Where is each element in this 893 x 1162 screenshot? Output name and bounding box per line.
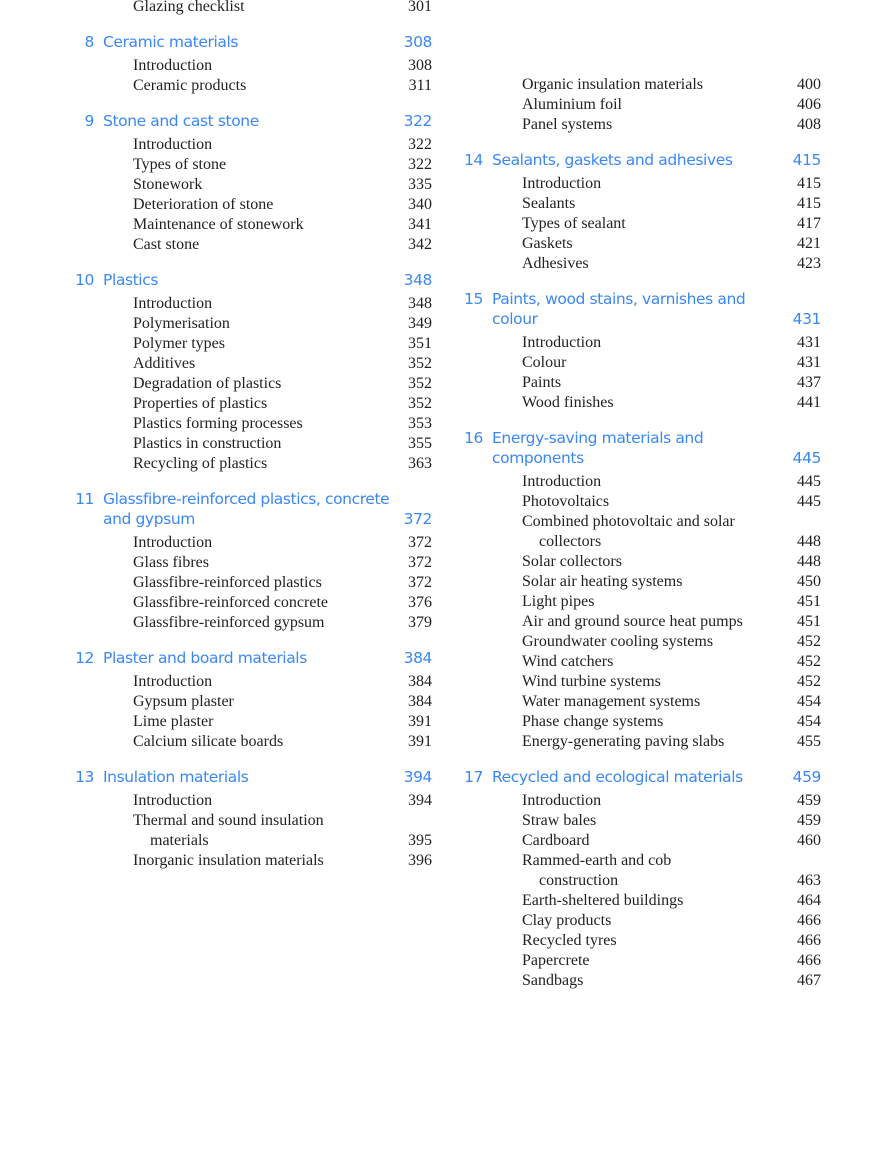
- entry-title-line[interactable]: Recycling of plastics: [133, 455, 268, 472]
- chapter-page-number: 459: [792, 768, 821, 786]
- entry-page-number: 352: [408, 395, 432, 412]
- entry-title-line[interactable]: materials: [150, 832, 209, 849]
- toc-entry[interactable]: [0, 56, 440, 76]
- entry-page-number: 352: [408, 355, 432, 372]
- chapter-page-number: 372: [403, 510, 432, 528]
- chapter-heading-line[interactable]: [0, 509, 440, 529]
- toc-entry[interactable]: [389, 971, 829, 991]
- toc-entry[interactable]: [389, 692, 829, 712]
- chapter-heading-line[interactable]: [0, 489, 440, 509]
- toc-entry[interactable]: [389, 174, 829, 194]
- chapter-number: 11: [75, 490, 94, 508]
- toc-entry[interactable]: [0, 175, 440, 195]
- toc-entry[interactable]: [0, 334, 440, 354]
- entry-title-line[interactable]: Introduction: [522, 473, 602, 490]
- entry-title-line[interactable]: Light pipes: [522, 593, 595, 610]
- chapter-heading-line[interactable]: [0, 270, 440, 290]
- chapter-heading-line[interactable]: [0, 111, 440, 131]
- toc-chapter: [0, 111, 440, 255]
- toc-entry[interactable]: [0, 593, 440, 613]
- toc-entry[interactable]: [389, 572, 829, 592]
- chapter-title[interactable]: Recycled and ecological materials: [492, 768, 743, 786]
- entry-title-line[interactable]: Groundwater cooling systems: [522, 633, 714, 650]
- entry-title-line[interactable]: Wind catchers: [522, 653, 614, 670]
- toc-entry[interactable]: [0, 195, 440, 215]
- entry-page-number: 445: [797, 473, 821, 490]
- entry-page-number: 450: [797, 573, 821, 590]
- entry-title-line[interactable]: Polymerisation: [133, 315, 230, 332]
- toc-entry[interactable]: [0, 294, 440, 314]
- entry-title-line[interactable]: collectors: [539, 533, 602, 550]
- entry-title-line[interactable]: Organic insulation materials: [522, 76, 703, 93]
- toc-entry[interactable]: [389, 931, 829, 951]
- chapter-number: 16: [464, 429, 483, 447]
- entry-title-line[interactable]: Adhesives: [522, 255, 589, 272]
- chapter-heading-line[interactable]: [389, 150, 829, 170]
- entry-title-line[interactable]: Straw bales: [522, 812, 597, 829]
- toc-entry[interactable]: [389, 592, 829, 612]
- entry-title-line[interactable]: Colour: [522, 354, 567, 371]
- entry-page-number: 467: [797, 972, 821, 989]
- entry-page-number: 391: [408, 713, 432, 730]
- chapter-heading-line[interactable]: [389, 448, 829, 468]
- toc-entry[interactable]: [0, 811, 440, 851]
- toc-entry[interactable]: [389, 831, 829, 851]
- chapter-heading-line[interactable]: [0, 32, 440, 52]
- entry-title-line[interactable]: Air and ground source heat pumps: [522, 613, 743, 630]
- entry-page-number: 451: [797, 613, 821, 630]
- section-list: [389, 174, 829, 274]
- toc-entry[interactable]: [0, 76, 440, 96]
- chapter-title[interactable]: Insulation materials: [103, 768, 249, 786]
- entry-page-number: 466: [797, 932, 821, 949]
- entry-title-line[interactable]: Thermal and sound insulation: [133, 812, 324, 829]
- toc-entry[interactable]: [0, 553, 440, 573]
- toc-entry[interactable]: [0, 314, 440, 334]
- toc-entry[interactable]: [389, 891, 829, 911]
- entry-page-number: 454: [797, 693, 821, 710]
- entry-page-number: 452: [797, 653, 821, 670]
- toc-entry[interactable]: [0, 851, 440, 871]
- toc-chapter: [389, 75, 829, 135]
- entry-page-number: 348: [408, 295, 432, 312]
- chapter-page-number: 308: [403, 33, 432, 51]
- entry-page-number: 363: [408, 455, 432, 472]
- chapter-title[interactable]: Plastics: [103, 271, 159, 289]
- toc-entry[interactable]: [389, 373, 829, 393]
- chapter-title[interactable]: Energy-saving materials and: [492, 429, 704, 447]
- entry-page-number: 352: [408, 375, 432, 392]
- entry-title-line[interactable]: Solar collectors: [522, 553, 622, 570]
- toc-entry[interactable]: [0, 692, 440, 712]
- entry-title-line[interactable]: Introduction: [133, 295, 213, 312]
- entry-title-line[interactable]: Types of stone: [133, 156, 227, 173]
- section-list: [0, 791, 440, 871]
- entry-page-number: 311: [408, 77, 432, 94]
- entry-title-line[interactable]: Water management systems: [522, 693, 701, 710]
- toc-entry[interactable]: [389, 214, 829, 234]
- toc-entry[interactable]: [389, 732, 829, 752]
- toc-entry[interactable]: [0, 672, 440, 692]
- entry-title-line[interactable]: Introduction: [133, 673, 213, 690]
- section-list: [389, 791, 829, 991]
- section-list: [0, 135, 440, 255]
- entry-title-line[interactable]: Polymer types: [133, 335, 225, 352]
- entry-title-line[interactable]: Combined photovoltaic and solar: [522, 513, 735, 530]
- entry-title-line[interactable]: Glass fibres: [133, 554, 209, 571]
- toc-entry[interactable]: [389, 632, 829, 652]
- chapter-page-number: 445: [792, 449, 821, 467]
- chapter-title[interactable]: colour: [492, 310, 538, 328]
- entry-title-line[interactable]: Inorganic insulation materials: [133, 852, 324, 869]
- entry-page-number: 454: [797, 713, 821, 730]
- entry-title-line[interactable]: Introduction: [133, 792, 213, 809]
- entry-page-number: 452: [797, 633, 821, 650]
- toc-entry[interactable]: [389, 552, 829, 572]
- toc-entry[interactable]: [389, 712, 829, 732]
- toc-entry[interactable]: [389, 472, 829, 492]
- section-list: [0, 0, 440, 17]
- chapter-title[interactable]: Glassfibre-reinforced plastics, concrete: [103, 490, 390, 508]
- entry-title-line[interactable]: Paints: [522, 374, 562, 391]
- chapter-number: 10: [75, 271, 94, 289]
- toc-entry[interactable]: [0, 434, 440, 454]
- entry-page-number: 437: [797, 374, 821, 391]
- toc-entry[interactable]: [389, 393, 829, 413]
- entry-title-line[interactable]: Plastics forming processes: [133, 415, 303, 432]
- chapter-heading-line[interactable]: [0, 767, 440, 787]
- entry-page-number: 301: [408, 0, 432, 15]
- toc-entry[interactable]: [389, 234, 829, 254]
- entry-title-line[interactable]: Wind turbine systems: [522, 673, 661, 690]
- entry-title-line[interactable]: Panel systems: [522, 116, 613, 133]
- toc-chapter: [0, 32, 440, 96]
- toc-entry[interactable]: [389, 95, 829, 115]
- toc-entry[interactable]: [389, 194, 829, 214]
- toc-entry[interactable]: [389, 75, 829, 95]
- section-list: [389, 333, 829, 413]
- chapter-number: 9: [84, 112, 94, 130]
- chapter-heading-line[interactable]: [389, 767, 829, 787]
- entry-page-number: 353: [408, 415, 432, 432]
- chapter-heading-line[interactable]: [389, 289, 829, 309]
- chapter-title[interactable]: Paints, wood stains, varnishes and: [492, 290, 746, 308]
- entry-page-number: 335: [408, 176, 432, 193]
- entry-title-line[interactable]: Introduction: [133, 57, 213, 74]
- section-list: [389, 472, 829, 752]
- entry-page-number: 384: [408, 673, 432, 690]
- toc-entry[interactable]: [0, 215, 440, 235]
- entry-page-number: 376: [408, 594, 432, 611]
- entry-title-line[interactable]: Glassfibre-reinforced concrete: [133, 594, 328, 611]
- toc-entry[interactable]: [389, 652, 829, 672]
- chapter-number: 15: [464, 290, 483, 308]
- toc-entry[interactable]: [389, 851, 829, 891]
- entry-page-number: 384: [408, 693, 432, 710]
- chapter-title[interactable]: Plaster and board materials: [103, 649, 307, 667]
- section-list: [0, 294, 440, 474]
- entry-title-line[interactable]: Cardboard: [522, 832, 590, 849]
- chapter-number: 13: [75, 768, 94, 786]
- entry-title-line[interactable]: Deterioration of stone: [133, 196, 274, 213]
- entry-title-line[interactable]: Cast stone: [133, 236, 200, 253]
- section-list: [0, 533, 440, 633]
- entry-title-line[interactable]: Introduction: [133, 136, 213, 153]
- entry-title-line[interactable]: Earth-sheltered buildings: [522, 892, 684, 909]
- entry-page-number: 464: [797, 892, 821, 909]
- toc-entry[interactable]: [389, 333, 829, 353]
- entry-page-number: 372: [408, 574, 432, 591]
- entry-title-line[interactable]: construction: [539, 872, 619, 889]
- section-list: [0, 672, 440, 752]
- entry-title-line[interactable]: Introduction: [522, 792, 602, 809]
- entry-title-line[interactable]: Wood finishes: [522, 394, 614, 411]
- toc-entry[interactable]: [0, 155, 440, 175]
- entry-title-line[interactable]: Additives: [133, 355, 196, 372]
- entry-page-number: 391: [408, 733, 432, 750]
- toc-entry[interactable]: [0, 454, 440, 474]
- entry-title-line[interactable]: Types of sealant: [522, 215, 626, 232]
- entry-page-number: 394: [408, 792, 432, 809]
- section-list: [389, 75, 829, 135]
- entry-page-number: 455: [797, 733, 821, 750]
- toc-entry[interactable]: [0, 235, 440, 255]
- entry-title-line[interactable]: Gaskets: [522, 235, 573, 252]
- entry-title-line[interactable]: Lime plaster: [133, 713, 214, 730]
- toc-entry[interactable]: [389, 353, 829, 373]
- entry-title-line[interactable]: Glassfibre-reinforced gypsum: [133, 614, 325, 631]
- chapter-title[interactable]: and gypsum: [103, 510, 195, 528]
- toc-chapter: [389, 289, 829, 413]
- entry-page-number: 415: [797, 175, 821, 192]
- toc-chapter: [0, 270, 440, 474]
- chapter-title[interactable]: Stone and cast stone: [103, 112, 259, 130]
- chapter-page-number: 322: [403, 112, 432, 130]
- entry-title-line[interactable]: Glassfibre-reinforced plastics: [133, 574, 322, 591]
- chapter-number: 8: [84, 33, 94, 51]
- entry-page-number: 466: [797, 952, 821, 969]
- toc-entry[interactable]: [389, 492, 829, 512]
- entry-page-number: 431: [797, 334, 821, 351]
- entry-page-number: 372: [408, 554, 432, 571]
- toc-entry[interactable]: [0, 135, 440, 155]
- entry-page-number: 308: [408, 57, 432, 74]
- entry-title-line[interactable]: Solar air heating systems: [522, 573, 683, 590]
- chapter-title[interactable]: Ceramic materials: [103, 33, 239, 51]
- toc-entry[interactable]: [0, 414, 440, 434]
- entry-page-number: 448: [797, 553, 821, 570]
- entry-title-line[interactable]: Sandbags: [522, 972, 584, 989]
- entry-title-line[interactable]: Papercrete: [522, 952, 590, 969]
- entry-page-number: 379: [408, 614, 432, 631]
- toc-entry[interactable]: [0, 533, 440, 553]
- entry-title-line[interactable]: Energy-generating paving slabs: [522, 733, 725, 750]
- entry-title-line[interactable]: Phase change systems: [522, 713, 664, 730]
- entry-title-line[interactable]: Introduction: [133, 534, 213, 551]
- chapter-page-number: 431: [792, 310, 821, 328]
- toc-entry[interactable]: [389, 254, 829, 274]
- toc-chapter: [0, 648, 440, 752]
- entry-page-number: 417: [797, 215, 821, 232]
- entry-page-number: 396: [408, 852, 432, 869]
- entry-page-number: 445: [797, 493, 821, 510]
- entry-page-number: 341: [408, 216, 432, 233]
- entry-page-number: 460: [797, 832, 821, 849]
- entry-title-line[interactable]: Ceramic products: [133, 77, 247, 94]
- section-list: [0, 56, 440, 96]
- chapter-title[interactable]: Sealants, gaskets and adhesives: [492, 151, 733, 169]
- entry-page-number: 349: [408, 315, 432, 332]
- chapter-title[interactable]: components: [492, 449, 584, 467]
- toc-chapter: [0, 489, 440, 633]
- entry-title-line[interactable]: Recycled tyres: [522, 932, 617, 949]
- entry-page-number: 441: [797, 394, 821, 411]
- toc-entry[interactable]: [389, 791, 829, 811]
- entry-page-number: 322: [408, 156, 432, 173]
- chapter-page-number: 394: [403, 768, 432, 786]
- toc-chapter: [0, 767, 440, 871]
- entry-page-number: 451: [797, 593, 821, 610]
- entry-title-line[interactable]: Gypsum plaster: [133, 693, 234, 710]
- chapter-heading-line[interactable]: [389, 309, 829, 329]
- toc-chapter: [0, 0, 440, 17]
- entry-page-number: 395: [408, 832, 432, 849]
- toc-entry[interactable]: [0, 354, 440, 374]
- entry-page-number: 406: [797, 96, 821, 113]
- toc-entry[interactable]: [389, 911, 829, 931]
- entry-page-number: 431: [797, 354, 821, 371]
- toc-chapter: [389, 150, 829, 274]
- chapter-page-number: 415: [792, 151, 821, 169]
- entry-page-number: 372: [408, 534, 432, 551]
- entry-title-line[interactable]: Degradation of plastics: [133, 375, 282, 392]
- entry-page-number: 459: [797, 812, 821, 829]
- entry-page-number: 322: [408, 136, 432, 153]
- entry-page-number: 423: [797, 255, 821, 272]
- toc-entry[interactable]: [389, 612, 829, 632]
- toc-chapter: [389, 428, 829, 752]
- entry-title-line[interactable]: Calcium silicate boards: [133, 733, 284, 750]
- entry-title-line[interactable]: Maintenance of stonework: [133, 216, 304, 233]
- entry-title-line[interactable]: Photovoltaics: [522, 493, 610, 510]
- entry-title-line[interactable]: Introduction: [522, 334, 602, 351]
- toc-entry[interactable]: [389, 115, 829, 135]
- entry-page-number: 355: [408, 435, 432, 452]
- entry-page-number: 466: [797, 912, 821, 929]
- toc-entry[interactable]: [389, 512, 829, 552]
- entry-page-number: 342: [408, 236, 432, 253]
- entry-title-line[interactable]: Sealants: [522, 195, 576, 212]
- toc-entry[interactable]: [389, 811, 829, 831]
- chapter-number: 17: [464, 768, 483, 786]
- entry-title-line[interactable]: Plastics in construction: [133, 435, 282, 452]
- entry-page-number: 400: [797, 76, 821, 93]
- toc-entry[interactable]: [0, 732, 440, 752]
- entry-title-line[interactable]: Glazing checklist: [133, 0, 245, 15]
- entry-title-line[interactable]: Rammed-earth and cob: [522, 852, 672, 869]
- toc-entry[interactable]: [0, 0, 440, 17]
- toc-entry[interactable]: [0, 791, 440, 811]
- chapter-number: 14: [464, 151, 483, 169]
- entry-page-number: 415: [797, 195, 821, 212]
- entry-page-number: 340: [408, 196, 432, 213]
- toc-entry[interactable]: [389, 672, 829, 692]
- chapter-page-number: 384: [403, 649, 432, 667]
- entry-title-line[interactable]: Introduction: [522, 175, 602, 192]
- toc-entry[interactable]: [0, 613, 440, 633]
- entry-page-number: 351: [408, 335, 432, 352]
- entry-page-number: 452: [797, 673, 821, 690]
- toc-right-column: [389, 75, 829, 991]
- entry-title-line[interactable]: Aluminium foil: [522, 96, 622, 113]
- chapter-heading-line[interactable]: [0, 648, 440, 668]
- chapter-heading-line[interactable]: [389, 428, 829, 448]
- entry-page-number: 459: [797, 792, 821, 809]
- entry-page-number: 448: [797, 533, 821, 550]
- entry-title-line[interactable]: Stonework: [133, 176, 203, 193]
- entry-page-number: 421: [797, 235, 821, 252]
- entry-page-number: 463: [797, 872, 821, 889]
- entry-page-number: 408: [797, 116, 821, 133]
- chapter-number: 12: [75, 649, 94, 667]
- toc-entry[interactable]: [0, 374, 440, 394]
- toc-entry[interactable]: [0, 394, 440, 414]
- toc-left-column: [0, 0, 440, 871]
- toc-entry[interactable]: [389, 951, 829, 971]
- toc-entry[interactable]: [0, 712, 440, 732]
- entry-title-line[interactable]: Properties of plastics: [133, 395, 268, 412]
- toc-chapter: [389, 767, 829, 991]
- toc-entry[interactable]: [0, 573, 440, 593]
- chapter-page-number: 348: [403, 271, 432, 289]
- entry-title-line[interactable]: Clay products: [522, 912, 612, 929]
